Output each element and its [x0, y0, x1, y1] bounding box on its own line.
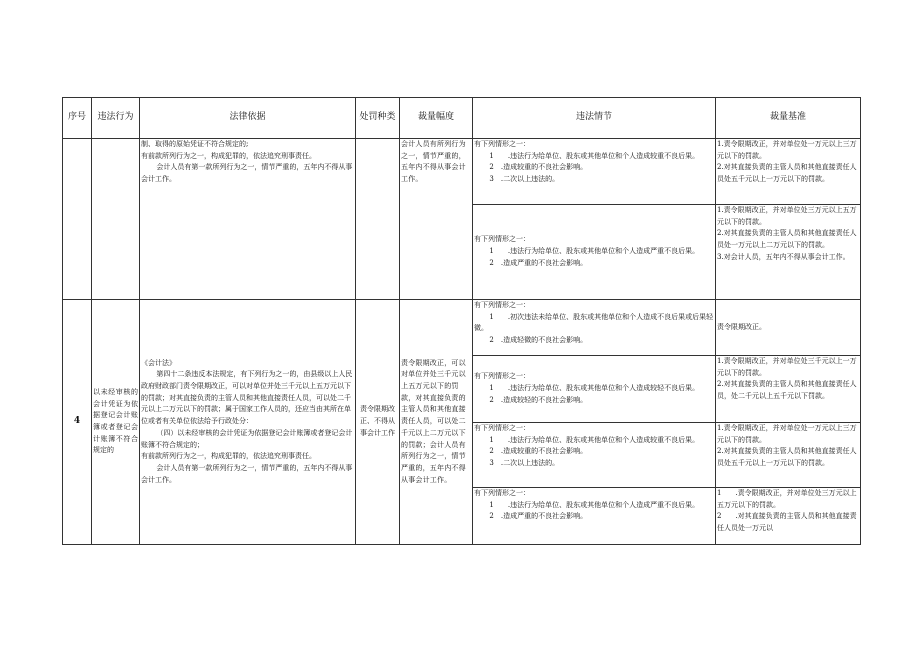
standard-line: 责令限期改正。: [717, 322, 766, 331]
standard-cell: [716, 488, 861, 545]
header-law: 法律依据: [140, 98, 356, 139]
seq-cell: [63, 139, 92, 300]
standard-line: 3.对会计人员，五年内不得从事会计工作。: [717, 252, 850, 261]
violation-cell: [92, 139, 140, 300]
header-type: 处罚种类: [356, 98, 400, 139]
situation-cell: [473, 488, 716, 545]
situation-line: 2 .造成较重的不良社会影响。: [489, 163, 588, 172]
header-row: [63, 98, 861, 139]
header-situation: 违法情节: [473, 98, 716, 139]
situation-line: 3 .二次以上违法的。: [489, 459, 560, 468]
law-line: 会计人员有第一款所列行为之一，情节严重的，五年内不得从事会计工作。: [141, 163, 353, 184]
situation-cell: [473, 423, 716, 488]
situation-line: 2 .造成轻微的不良社会影响。: [489, 336, 588, 345]
table-row: [63, 300, 861, 356]
law-line: 制、取得的原始凭证不符合规定的;: [141, 140, 249, 148]
situation-line: 有下列情形之一：: [474, 489, 530, 497]
situation-cell: [473, 300, 716, 356]
situation-line: 1 .违法行为给单位、股东或其他单位和个人造成较重不良后果。: [489, 435, 700, 444]
header-act: 违法行为: [92, 98, 140, 139]
range-text: 会计人员有所列行为之一，情节严重的，五年内不得从事会计工作。: [401, 140, 466, 184]
situation-line: 1 .违法行为给单位、股东或其他单位和个人造成较轻不良后果。: [489, 384, 700, 393]
law-line: 《会计法》: [141, 358, 176, 367]
situation-line: 1 .违法行为给单位、股东或其他单位和个人造成严重不良后果。: [489, 247, 700, 256]
situation-line: 有下列情形之一：: [474, 372, 530, 381]
standard-line: 1 .责令限期改正，并对单位处三万元以上五万元以下的罚款。: [717, 489, 857, 509]
law-line: 会计人员有第一款所列行为之一，情节严重的，五年内不得从事会计工作。: [141, 463, 353, 484]
situation-line: 1 .违法行为给单位、股东或其他单位和个人造成较重不良后果。: [489, 151, 700, 160]
situation-line: 1 .初次违法未给单位、股东或其他单位和个人造成不良后果或后果轻微。: [474, 312, 714, 333]
standard-line: 2.对其直接负责的主管人员和其他直接责任人员处五千元以上一万元以下的罚款。: [717, 163, 857, 184]
situation-line: 有下列情形之一：: [474, 235, 530, 244]
situation-cell: [473, 356, 716, 423]
violation-cell: 以未经审核的会计凭证为依据登记会计账簿或者登记会计账簿不符合规定的: [92, 300, 140, 545]
standard-line: 1.责令限期改正，并对单位处一万元以上三万元以下的罚款。: [717, 140, 857, 160]
standard-cell: [716, 205, 861, 300]
situation-cell: [473, 205, 716, 300]
penalty-type-cell: [356, 139, 400, 300]
discretion-range-cell: [400, 139, 473, 300]
situation-line: 2 .造成严重的不良社会影响。: [489, 258, 588, 267]
standard-cell: [716, 139, 861, 205]
situation-line: 有下列情形之一：: [474, 424, 530, 432]
law-line: 有前款所列行为之一，构成犯罪的，依法追究刑事责任。: [141, 452, 316, 461]
situation-line: 有下列情形之一：: [474, 301, 530, 309]
standard-line: 2.对其直接负责的主管人员和其他直接责任人员，处二千元以上五千元以下罚款。: [717, 380, 857, 401]
seq-cell: 4: [63, 300, 92, 545]
penalty-type-cell: 责令限期改正、不得从事会计工作: [356, 300, 400, 545]
standard-line: 1.责令限期改正，并对单位处三千元以上一万元以下的罚款。: [717, 357, 857, 377]
law-line: 第四十二条违反本法规定，有下列行为之一的，由县级以上人民政府财政部门责令限期改正，可以对单位并处三千元以上五万元以下的罚款；对其直接负责的主管人员和其他直接责任人员，可以处二千元以上二万元以下的罚款；属于国家工作人员的，还应当由其所在单位或者有关单位依法给予行政处分：: [141, 370, 353, 426]
situation-cell: [473, 139, 716, 205]
situation-line: 3 .二次以上违法的。: [489, 175, 560, 184]
header-seq: 序号: [63, 98, 92, 139]
situation-line: 2 .造成较重的不良社会影响。: [489, 447, 588, 456]
standard-line: 1.责令限期改正，并对单位处三万元以上五万元以下的罚款。: [717, 206, 857, 226]
header-standard: 裁量基准: [716, 98, 861, 139]
law-basis-cell: [140, 300, 356, 545]
header-range: 裁量幅度: [400, 98, 473, 139]
situation-line: 1 .违法行为给单位、股东或其他单位和个人造成严重不良后果。: [489, 500, 700, 509]
law-basis-cell: [140, 139, 356, 300]
law-line: （四）以未经审核的会计凭证为依据登记会计账簿或者登记会计账簿不符合规定的；: [141, 428, 353, 449]
situation-line: 2 .造成较轻的不良社会影响。: [489, 395, 588, 404]
discretion-range-cell: [400, 300, 473, 545]
standard-cell: [716, 423, 861, 488]
range-text: 责令限期改正，可以对单位并处三千元以上五万元以下的罚款，对其直接负责的主管人员和其他直接责任人员，可以处二千元以上二万元以下的罚款；会计人员有所列行为之一，情节严重的，五年内不得从事会计工作。: [401, 358, 466, 484]
penalty-table: [62, 97, 861, 545]
standard-cell: [716, 356, 861, 423]
standard-line: 2.对其直接负责的主管人员和其他直接责任人员处一万元以上二万元以下的罚款。: [717, 229, 857, 250]
standard-line: 2.对其直接负责的主管人员和其他直接责任人员处五千元以上一万元以下的罚款。: [717, 447, 857, 468]
standard-cell: [716, 300, 861, 356]
situation-line: 有下列情形之一：: [474, 140, 530, 148]
table-row: [63, 139, 861, 205]
law-line: 有前款所列行为之一，构成犯罪的，依法追究刑事责任。: [141, 151, 316, 160]
standard-line: 1.责令限期改正，并对单位处一万元以上三万元以下的罚款。: [717, 424, 857, 444]
situation-line: 2 .造成严重的不良社会影响。: [489, 512, 588, 521]
standard-line: 2 .对其直接负责的主管人员和其他直接责任人员处一万元以: [717, 512, 857, 533]
